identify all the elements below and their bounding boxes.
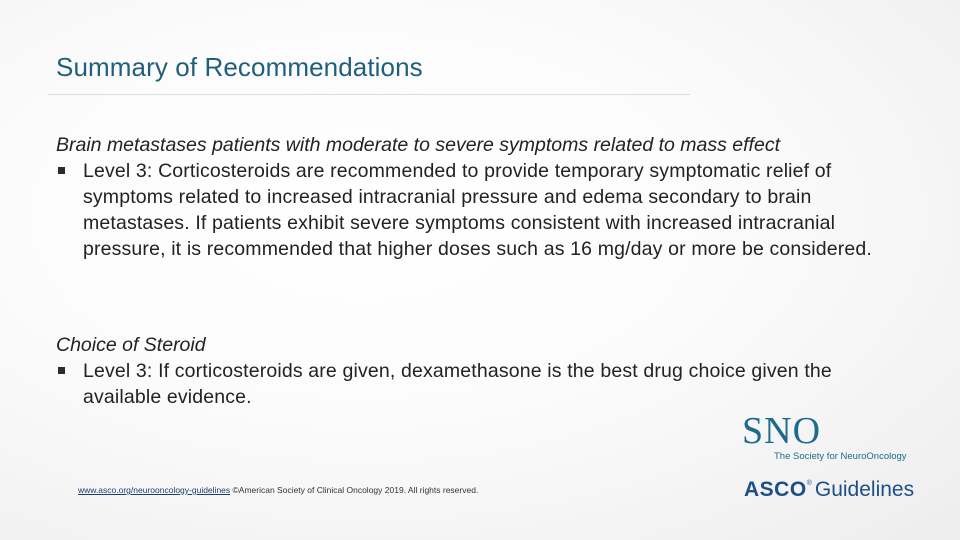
guidelines-link[interactable]: www.asco.org/neurooncology-guidelines: [78, 485, 231, 495]
section-brain-metastases: [56, 132, 906, 262]
recommendation-bullet: [56, 158, 906, 262]
section-heading: Brain metastases patients with moderate to severe symptoms related to mass effect: [56, 134, 780, 156]
asco-guidelines-logo: [744, 478, 914, 502]
footer: [78, 485, 478, 495]
asco-logo-word: ASCO: [744, 478, 807, 501]
copyright-text: ©American Society of Clinical Oncology 2019. All rights reserved.: [230, 485, 479, 495]
sno-logo-letters: SNO: [742, 410, 822, 452]
asco-logo-guidelines: Guidelines: [814, 478, 915, 501]
square-bullet-icon: [58, 167, 65, 174]
recommendation-text: Level 3: Corticosteroids are recommended to provide temporary symptomatic relief of symptoms related to increased intracranial pressure and edema secondary to brain metastases. If patients exhibit severe symptoms consistent with increased intracranial pressure, it is recommended that higher doses such as 16 mg/day or more be considered.: [83, 160, 872, 260]
sno-logo: [742, 412, 917, 464]
slide-title: Summary of Recommendations: [56, 52, 423, 82]
registered-mark: ®: [806, 480, 812, 487]
title-divider: [48, 94, 690, 95]
recommendation-bullet: [56, 358, 906, 410]
section-heading: Choice of Steroid: [56, 334, 206, 356]
section-choice-of-steroid: [56, 332, 906, 410]
recommendation-text: Level 3: If corticosteroids are given, dexamethasone is the best drug choice given the available evidence.: [83, 360, 832, 408]
square-bullet-icon: [58, 367, 65, 374]
sno-logo-tagline: The Society for NeuroOncology: [774, 451, 907, 462]
